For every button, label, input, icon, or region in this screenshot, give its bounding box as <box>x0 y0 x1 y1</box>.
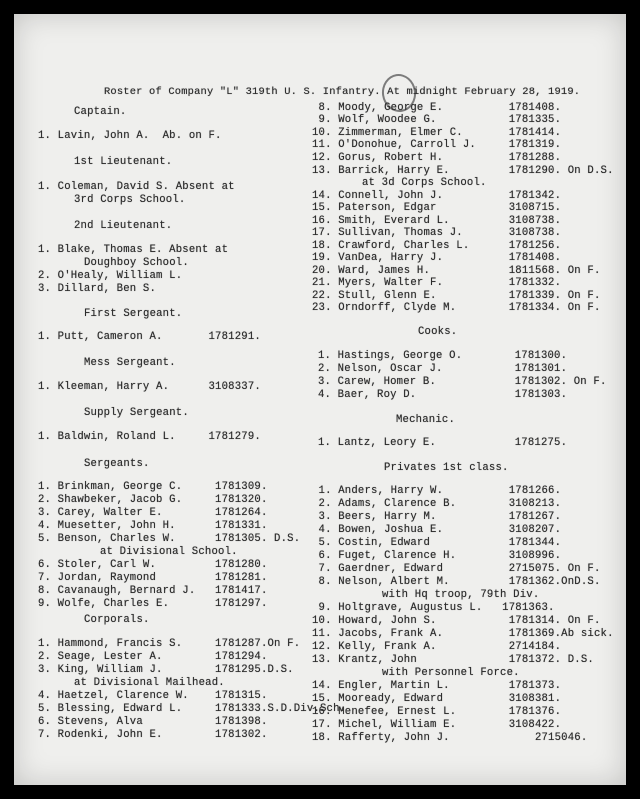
roster-line-lt2-heading: 2nd Lieutenant. <box>74 220 173 232</box>
roster-line-lt1-1: 1. Coleman, David S. Absent at <box>38 181 235 193</box>
roster-line-p-16: 16. Menefee, Ernest L. 1781376. <box>312 706 562 718</box>
roster-line-lt2-2: 2. O'Healy, William L. <box>38 270 183 282</box>
roster-line-sgt-9: 9. Wolfe, Charles E. 1781297. <box>38 598 268 610</box>
roster-line-lt2-1: 1. Blake, Thomas E. Absent at <box>38 244 229 256</box>
roster-line-r-8: 8. Moody, George E. 1781408. <box>312 102 562 114</box>
roster-line-p-15: 15. Mooready, Edward 3108381. <box>312 693 562 705</box>
roster-line-p-17: 17. Michel, William E. 3108422. <box>312 719 562 731</box>
roster-line-p-7: 7. Gaerdner, Edward 2715075. On F. <box>312 563 601 575</box>
roster-line-cpls-heading: Corporals. <box>84 614 150 626</box>
roster-line-r-18: 18. Crawford, Charles L. 1781256. <box>312 240 562 252</box>
roster-line-cpl-7: 7. Rodenki, John E. 1781302. <box>38 729 268 741</box>
roster-line-msgt-1: 1. Kleeman, Harry A. 3108337. <box>38 381 261 393</box>
roster-line-fsgt-1: 1. Putt, Cameron A. 1781291. <box>38 331 261 343</box>
roster-line-cpl-4: 4. Haetzel, Clarence W. 1781315. <box>38 690 268 702</box>
roster-line-r-13b: at 3d Corps School. <box>362 177 487 189</box>
roster-line-cpl-6: 6. Stevens, Alva 1781398. <box>38 716 268 728</box>
roster-line-cook-3: 3. Carew, Homer B. 1781302. On F. <box>318 376 607 388</box>
roster-line-r-19: 19. VanDea, Harry J. 1781408. <box>312 252 562 264</box>
roster-line-r-12: 12. Gorus, Robert H. 1781288. <box>312 152 562 164</box>
roster-line-p-3: 3. Beers, Harry M. 1781267. <box>312 511 562 523</box>
roster-line-cook-1: 1. Hastings, George O. 1781300. <box>318 350 568 362</box>
roster-line-sgt-8: 8. Cavanaugh, Bernard J. 1781417. <box>38 585 268 597</box>
roster-line-r-11: 11. O'Donohue, Carroll J. 1781319. <box>312 139 562 151</box>
roster-line-p-6: 6. Fuget, Clarence H. 3108996. <box>312 550 562 562</box>
roster-line-p-18: 18. Rafferty, John J. 2715046. <box>312 732 588 744</box>
roster-line-priv-heading: Privates 1st class. <box>384 462 509 474</box>
roster-line-p-8: 8. Nelson, Albert M. 1781362.OnD.S. <box>312 576 601 588</box>
roster-line-p-5: 5. Costin, Edward 1781344. <box>312 537 562 549</box>
roster-line-ssgt-heading: Supply Sergeant. <box>84 407 189 419</box>
roster-line-r-15: 15. Paterson, Edgar 3108715. <box>312 202 562 214</box>
roster-line-p-13: 13. Krantz, John 1781372. D.S. <box>312 654 594 666</box>
roster-line-r-22: 22. Stull, Glenn E. 1781339. On F. <box>312 290 601 302</box>
roster-title: Roster of Company "L" 319th U. S. Infantry. At midnight February 28, 1919. <box>104 86 581 98</box>
roster-line-p-10: 10. Howard, John S. 1781314. On F. <box>312 615 601 627</box>
roster-line-mech-heading: Mechanic. <box>396 414 456 426</box>
roster-line-p-11: 11. Jacobs, Frank A. 1781369.Ab sick. <box>312 628 614 640</box>
roster-line-p-1: 1. Anders, Harry W. 1781266. <box>312 485 562 497</box>
roster-line-r-16: 16. Smith, Everard L. 3108738. <box>312 215 562 227</box>
roster-line-r-23: 23. Orndorff, Clyde M. 1781334. On F. <box>312 302 601 314</box>
roster-line-sgt-2: 2. Shawbeker, Jacob G. 1781320. <box>38 494 268 506</box>
roster-line-sgts-heading: Sergeants. <box>84 458 150 470</box>
roster-line-lt2-1b: Doughboy School. <box>84 257 189 269</box>
roster-line-mech-1: 1. Lantz, Leory E. 1781275. <box>318 437 568 449</box>
roster-line-cpl-5: 5. Blessing, Edward L. 1781333.S.D.Div.Sch. <box>38 703 347 715</box>
document-page <box>14 14 626 785</box>
roster-line-r-14: 14. Connell, John J. 1781342. <box>312 190 562 202</box>
roster-line-fsgt-heading: First Sergeant. <box>84 308 183 320</box>
roster-line-ssgt-1: 1. Baldwin, Roland L. 1781279. <box>38 431 261 443</box>
roster-line-sgt-4: 4. Muesetter, John H. 1781331. <box>38 520 268 532</box>
roster-line-captain-1: 1. Lavin, John A. Ab. on F. <box>38 130 222 142</box>
roster-line-cpl-3b: at Divisional Mailhead. <box>74 677 225 689</box>
roster-line-r-21: 21. Myers, Walter F. 1781332. <box>312 277 562 289</box>
roster-line-cook-4: 4. Baer, Roy D. 1781303. <box>318 389 568 401</box>
roster-line-cpl-1: 1. Hammond, Francis S. 1781287.On F. <box>38 638 301 650</box>
roster-line-p-12: 12. Kelly, Frank A. 2714184. <box>312 641 562 653</box>
roster-line-cooks-heading: Cooks. <box>418 326 458 338</box>
roster-line-cook-2: 2. Nelson, Oscar J. 1781301. <box>318 363 568 375</box>
roster-line-msgt-heading: Mess Sergeant. <box>84 357 176 369</box>
roster-line-lt1-heading: 1st Lieutenant. <box>74 156 173 168</box>
roster-line-p-4: 4. Bowen, Joshua E. 3108207. <box>312 524 562 536</box>
roster-line-p-8b: with Hq troop, 79th Div. <box>382 589 540 601</box>
roster-line-r-17: 17. Sullivan, Thomas J. 3108738. <box>312 227 562 239</box>
roster-line-lt1-1b: 3rd Corps School. <box>74 194 186 206</box>
roster-line-p-2: 2. Adams, Clarence B. 3108213. <box>312 498 562 510</box>
roster-line-lt2-3: 3. Dillard, Ben S. <box>38 283 157 295</box>
roster-line-p-13b: with Personnel Force. <box>382 667 520 679</box>
roster-line-sgt-5b: at Divisional School. <box>100 546 238 558</box>
roster-line-sgt-7: 7. Jordan, Raymond 1781281. <box>38 572 268 584</box>
roster-line-sgt-3: 3. Carey, Walter E. 1781264. <box>38 507 268 519</box>
roster-line-p-14: 14. Engler, Martin L. 1781373. <box>312 680 562 692</box>
roster-line-r-10: 10. Zimmerman, Elmer C. 1781414. <box>312 127 562 139</box>
roster-line-sgt-5: 5. Benson, Charles W. 1781305. D.S. <box>38 533 301 545</box>
roster-line-r-13: 13. Barrick, Harry E. 1781290. On D.S. <box>312 165 614 177</box>
roster-line-sgt-6: 6. Stoler, Carl W. 1781280. <box>38 559 268 571</box>
roster-line-captain-heading: Captain. <box>74 106 127 118</box>
roster-line-sgt-1: 1. Brinkman, George C. 1781309. <box>38 481 268 493</box>
roster-line-cpl-2: 2. Seage, Lester A. 1781294. <box>38 651 268 663</box>
roster-line-p-9: 9. Holtgrave, Augustus L. 1781363. <box>312 602 555 614</box>
roster-line-r-9: 9. Wolf, Woodee G. 1781335. <box>312 114 562 126</box>
roster-line-r-20: 20. Ward, James H. 1811568. On F. <box>312 265 601 277</box>
roster-line-cpl-3: 3. King, William J. 1781295.D.S. <box>38 664 294 676</box>
